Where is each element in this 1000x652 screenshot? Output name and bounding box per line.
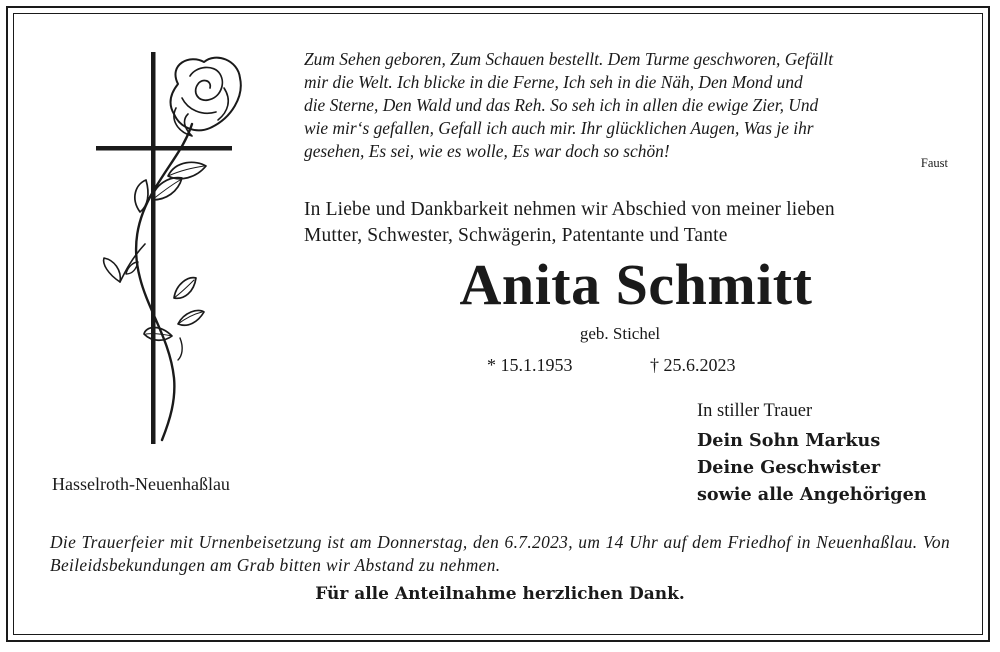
funeral-notice: Die Trauerfeier mit Urnenbeisetzung ist am Donnerstag, den 6.7.2023, um 14 Uhr auf dem Friedhof in Neuenhaßlau. Von Beileidsbekundungen am Grab bitten wir Abstand zu nehmen. [50, 532, 950, 575]
deceased-name: Anita Schmitt [459, 252, 813, 317]
farewell-intro: In Liebe und Dankbarkeit nehmen wir Abschied von meiner lieben Mutter, Schwester, Schwägerin, Patentante und Tante [304, 199, 835, 246]
thanks-line: Für alle Anteilnahme herzlichen Dank. [315, 584, 685, 604]
mourner-line: Deine Geschwister [697, 457, 881, 478]
maiden-name: geb. Stichel [579, 324, 661, 343]
mourner-line: sowie alle Angehörigen [697, 484, 927, 505]
cross-with-rose-icon [92, 48, 242, 448]
mourner-line: Dein Sohn Markus [697, 430, 881, 451]
poem-author: Faust [920, 156, 948, 170]
poem-text: Zum Sehen geboren, Zum Schauen bestellt. Dem Turme geschworen, Gefällt mir die Welt. Ich blicke in die Ferne, Ich seh in die Näh, Den Mond und die Sterne, Den Wald und das Reh. So seh ich in allen die ewige Zier, Und wie mir‘s gefallen, Gefall ich auch mir. Ihr glücklichen Augen, Was je ihr gesehen, Es sei, wie es wolle, Es war doch so schön! [304, 49, 834, 161]
birth-date: * 15.1.1953 [487, 355, 573, 375]
death-date: † 25.6.2023 [650, 355, 736, 375]
place-name: Hasselroth-Neuenhaßlau [52, 474, 230, 494]
mourners-intro: In stiller Trauer [697, 401, 813, 421]
